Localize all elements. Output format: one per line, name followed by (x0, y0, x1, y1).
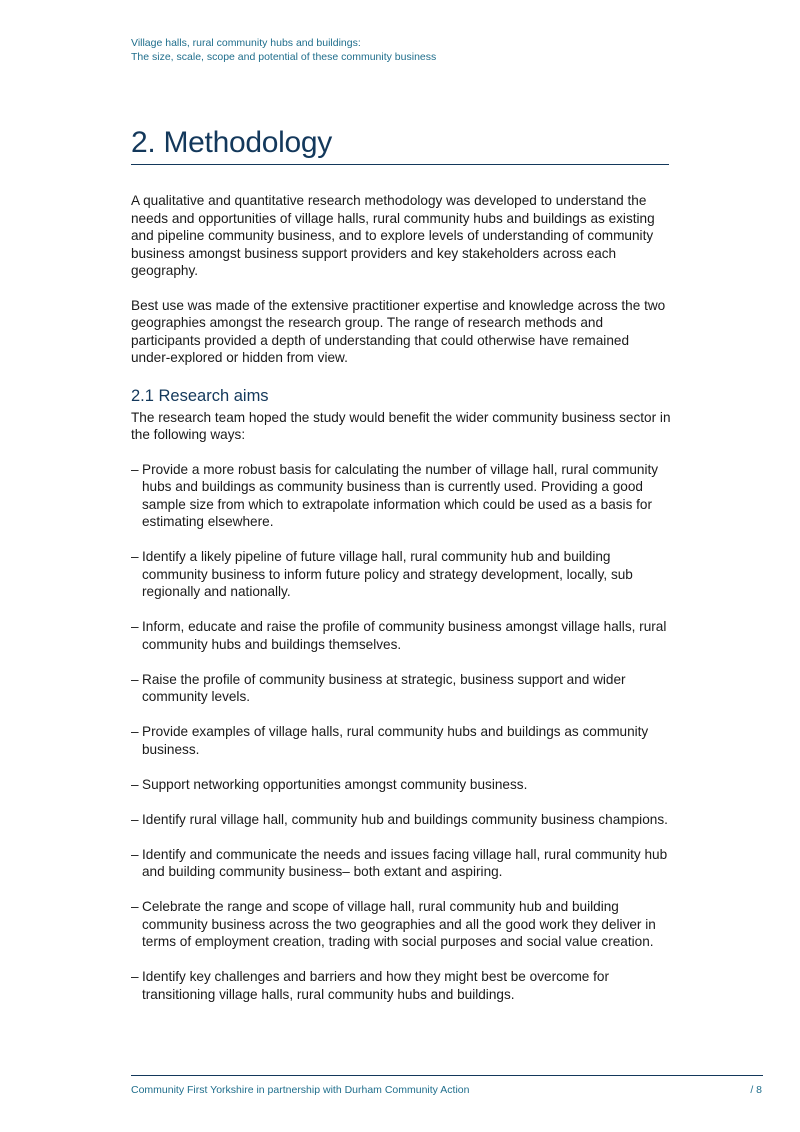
list-item-text: Identify key challenges and barriers and how they might best be overcome for transitioning village halls, rural community hubs and buildings. (142, 969, 609, 1002)
dash-marker: – (131, 969, 139, 984)
main-content (131, 124, 671, 1021)
dash-marker: – (131, 899, 139, 914)
dash-marker: – (131, 461, 139, 477)
footer-rule (131, 1075, 763, 1076)
research-aims-intro: The research team hoped the study would benefit the wider community business sector in the following ways: (131, 409, 671, 442)
list-item-text: Identify and communicate the needs and issues facing village hall, rural community hub and building community business– both extant and aspiring. (142, 846, 668, 879)
subsection-title: 2.1 Research aims (131, 386, 269, 405)
running-header-line-1: Village halls, rural community hubs and buildings: (131, 37, 361, 49)
list-item (131, 548, 671, 601)
running-header (131, 36, 691, 64)
list-item-text: Raise the profile of community business at strategic, business support and wider community levels. (142, 671, 626, 704)
dash-marker: – (131, 724, 139, 739)
section-title: 2. Methodology (131, 126, 332, 159)
list-item-text: Celebrate the range and scope of village hall, rural community hub and building community business across the two geographies and all the good work they deliver in terms of employment creation, trading with social purposes and social value creation. (142, 899, 656, 949)
dash-marker: – (131, 776, 139, 792)
research-aims-list (131, 461, 671, 1004)
list-item (131, 776, 671, 794)
list-item (131, 811, 671, 829)
dash-marker: – (131, 846, 139, 862)
methodology-paragraph-1: A qualitative and quantitative research methodology was developed to understand the needs and opportunities of village halls, rural community hubs and buildings as existing and pipeline community business, and to explore levels of understanding of community business amongst business support providers and key stakeholders across each geography. (131, 193, 655, 278)
list-item (131, 461, 671, 531)
list-item-text: Support networking opportunities amongst community business. (142, 776, 528, 792)
section-title-rule (131, 164, 669, 165)
page-number: / 8 (750, 1084, 762, 1096)
list-item-text: Provide a more robust basis for calculating the number of village hall, rural community hubs and buildings as community business than is currently used. Providing a good sample size from which to extrapolate information which could be used as a basis for estimating elsewhere. (142, 461, 659, 529)
list-item (131, 723, 671, 758)
running-header-line-2: The size, scale, scope and potential of these community business (131, 51, 437, 63)
list-item-text: Identify rural village hall, community hub and buildings community business champions. (142, 811, 668, 827)
dash-marker: – (131, 619, 139, 634)
list-item-text: Inform, educate and raise the profile of community business amongst village halls, rural community hubs and buildings themselves. (142, 619, 667, 652)
list-item (131, 968, 671, 1003)
dash-marker: – (131, 811, 139, 827)
dash-marker: – (131, 549, 139, 564)
list-item-text: Identify a likely pipeline of future village hall, rural community hub and building community business to inform future policy and strategy development, locally, sub regionally and nationally. (142, 549, 633, 599)
footer-text: Community First Yorkshire in partnership with Durham Community Action (131, 1084, 470, 1096)
list-item-text: Provide examples of village halls, rural community hubs and buildings as community business. (142, 724, 649, 757)
methodology-paragraph-2: Best use was made of the extensive practitioner expertise and knowledge across the two geographies amongst the research group. The range of research methods and participants provided a depth of understanding that could otherwise have remained under-explored or hidden from view. (131, 297, 666, 365)
list-item (131, 898, 671, 951)
dash-marker: – (131, 671, 139, 687)
list-item (131, 671, 671, 706)
list-item (131, 618, 671, 653)
list-item (131, 846, 671, 881)
